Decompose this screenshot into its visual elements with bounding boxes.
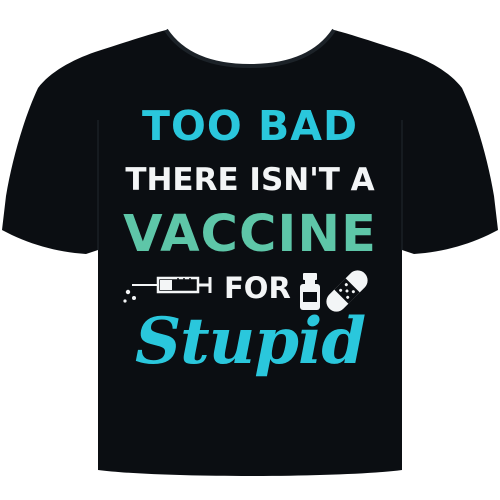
- text-there-isnt-a: THERE ISN'T A: [125, 162, 375, 198]
- text-for: FOR: [224, 271, 291, 305]
- text-too-bad: TOO BAD: [142, 102, 358, 150]
- text-vaccine: VACCINE: [123, 205, 377, 264]
- text-stupid: Stupid: [134, 304, 366, 379]
